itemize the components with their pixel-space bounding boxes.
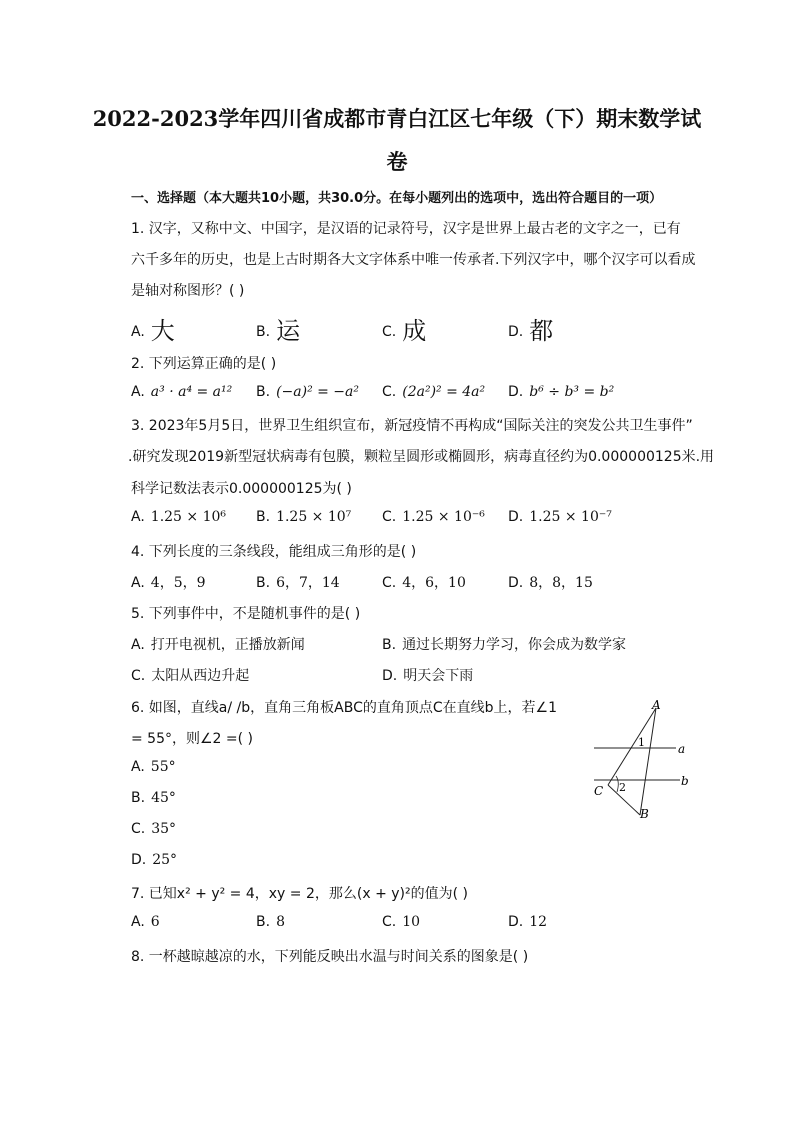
exam-title-line2: 卷 — [386, 149, 408, 174]
option-label: B. — [256, 384, 271, 400]
section-heading: 一、选择题（本大题共10小题，共30.0分。在每小题列出的选项中，选出符合题目的一项） — [131, 191, 663, 206]
angle2-arc — [616, 776, 618, 792]
point-label-a: A — [652, 698, 661, 712]
point-label-c: C — [594, 784, 604, 798]
option-text: 45° — [151, 790, 176, 806]
option-label: B. — [256, 914, 271, 930]
option-text: 1.25 × 10⁷ — [276, 509, 352, 525]
option-label: A. — [131, 324, 145, 340]
q4-option-a — [131, 572, 206, 592]
q5-option-b — [382, 634, 626, 654]
q4-option-b — [256, 572, 340, 592]
q3-stem-line2: .研究发现2019新型冠状病毒有包膜，颗粒呈圆形或椭圆形，病毒直径约为0.000000125米.用 — [128, 449, 715, 465]
exam-title-line1: 2022-2023学年四川省成都市青白江区七年级（下）期末数学试 — [92, 106, 702, 131]
option-text: (2a²)² = 4a² — [402, 384, 486, 400]
option-label: D. — [508, 384, 524, 400]
option-label: D. — [131, 852, 147, 868]
q5-option-a — [131, 634, 305, 654]
option-label: A. — [131, 384, 145, 400]
option-text: 成 — [402, 317, 427, 345]
option-label: B. — [382, 637, 397, 653]
q5-option-d — [382, 665, 473, 685]
option-text: (−a)² = −a² — [276, 384, 359, 400]
q7-option-c — [382, 914, 420, 930]
q4-option-c — [382, 572, 466, 592]
q2-stem: 2. 下列运算正确的是( ) — [131, 356, 277, 372]
option-text: 12 — [529, 914, 548, 930]
q1-stem-line3: 是轴对称图形？( ) — [131, 283, 245, 299]
option-label: A. — [131, 759, 145, 775]
option-label: C. — [382, 914, 397, 930]
option-text: 打开电视机，正播放新闻 — [150, 637, 305, 653]
q2-option-a — [131, 384, 232, 400]
q7-option-b — [256, 914, 285, 930]
option-label: C. — [131, 821, 146, 837]
q4-option-d — [508, 572, 593, 592]
option-label: D. — [508, 575, 524, 591]
option-text: 8 — [276, 914, 285, 930]
option-text: 35° — [151, 821, 177, 837]
q2-option-d — [508, 384, 614, 400]
q3-option-c — [382, 509, 485, 525]
q5-option-c — [131, 665, 249, 685]
option-label: D. — [382, 668, 398, 684]
q6-stem-line1: 6. 如图，直线a/ /b，直角三角板ABC的直角顶点C在直线b上，若∠1 — [131, 700, 557, 716]
option-text: 大 — [150, 317, 175, 345]
q6-option-a — [131, 759, 176, 775]
option-label: B. — [256, 509, 271, 525]
option-label: A. — [131, 575, 145, 591]
option-text: 10 — [402, 914, 421, 930]
q1-option-d — [508, 311, 553, 346]
option-text: 通过长期努力学习，你会成为数学家 — [402, 637, 627, 653]
q6-option-c — [131, 821, 176, 837]
line-label-b: b — [681, 774, 689, 788]
option-text: 8，8，15 — [529, 575, 593, 591]
option-text: 6，7，14 — [276, 575, 340, 591]
point-label-b: B — [640, 807, 649, 821]
line-label-a: a — [678, 742, 686, 756]
q4-stem: 4. 下列长度的三条线段，能组成三角形的是( ) — [131, 544, 417, 560]
option-text: 25° — [152, 852, 178, 868]
q3-stem-line1: 3. 2023年5月5日，世界卫生组织宣布，新冠疫情不再构成“国际关注的突发公共卫生事件” — [131, 418, 693, 434]
option-text: a³ · a⁴ = a¹² — [150, 384, 233, 400]
option-label: A. — [131, 914, 145, 930]
q8-stem: 8. 一杯越晾越凉的水，下列能反映出水温与时间关系的图象是( ) — [131, 949, 529, 965]
q5-stem: 5. 下列事件中，不是随机事件的是( ) — [131, 606, 361, 622]
option-label: B. — [131, 790, 146, 806]
q1-option-a — [131, 311, 175, 346]
option-text: 4，5，9 — [150, 575, 206, 591]
option-label: D. — [508, 914, 524, 930]
option-text: 明天会下雨 — [403, 668, 474, 684]
q1-stem-line1: 1. 汉字，又称中文、中国字，是汉语的记录符号，汉字是世界上最古老的文字之一，已有 — [131, 221, 681, 237]
segment-ac — [608, 708, 656, 785]
option-text: b⁶ ÷ b³ = b² — [529, 384, 615, 400]
q3-option-d — [508, 509, 612, 525]
q6-stem-line2: = 55°，则∠2 =( ) — [131, 731, 254, 747]
option-label: B. — [256, 324, 271, 340]
option-text: 4，6，10 — [402, 575, 466, 591]
option-label: A. — [131, 637, 145, 653]
q1-stem-line2: 六千多年的历史，也是上古时期各大文字体系中唯一传承者.下列汉字中，哪个汉字可以看成 — [131, 252, 696, 268]
option-label: A. — [131, 509, 145, 525]
option-label: C. — [382, 384, 397, 400]
option-label: C. — [131, 668, 146, 684]
q6-option-b — [131, 790, 176, 806]
q7-stem: 7. 已知x² + y² = 4，xy = 2，那么(x + y)²的值为( ) — [131, 886, 468, 902]
q3-option-b — [256, 509, 351, 525]
option-text: 运 — [276, 317, 301, 345]
option-text: 太阳从西边升起 — [151, 668, 250, 684]
option-label: B. — [256, 575, 271, 591]
option-label: D. — [508, 324, 524, 340]
q7-option-a — [131, 914, 160, 930]
segment-ab — [640, 708, 656, 815]
q3-option-a — [131, 509, 226, 525]
option-text: 1.25 × 10⁻⁶ — [402, 509, 485, 525]
angle-label-1: 1 — [638, 736, 645, 749]
option-label: C. — [382, 575, 397, 591]
option-text: 1.25 × 10⁻⁷ — [529, 509, 612, 525]
option-text: 6 — [150, 914, 160, 930]
option-label: D. — [508, 509, 524, 525]
q2-option-c — [382, 384, 485, 400]
q3-stem-line3: 科学记数法表示0.000000125为( ) — [131, 481, 352, 497]
option-label: C. — [382, 324, 397, 340]
option-text: 都 — [529, 317, 554, 345]
q7-option-d — [508, 914, 547, 930]
option-text: 55° — [150, 759, 176, 775]
q1-option-b — [256, 311, 300, 346]
angle-label-2: 2 — [619, 781, 626, 794]
option-label: C. — [382, 509, 397, 525]
q1-option-c — [382, 311, 426, 346]
q2-option-b — [256, 384, 359, 400]
option-text: 1.25 × 10⁶ — [150, 509, 227, 525]
q6-geometry-figure — [586, 698, 696, 824]
q6-option-d — [131, 852, 177, 868]
